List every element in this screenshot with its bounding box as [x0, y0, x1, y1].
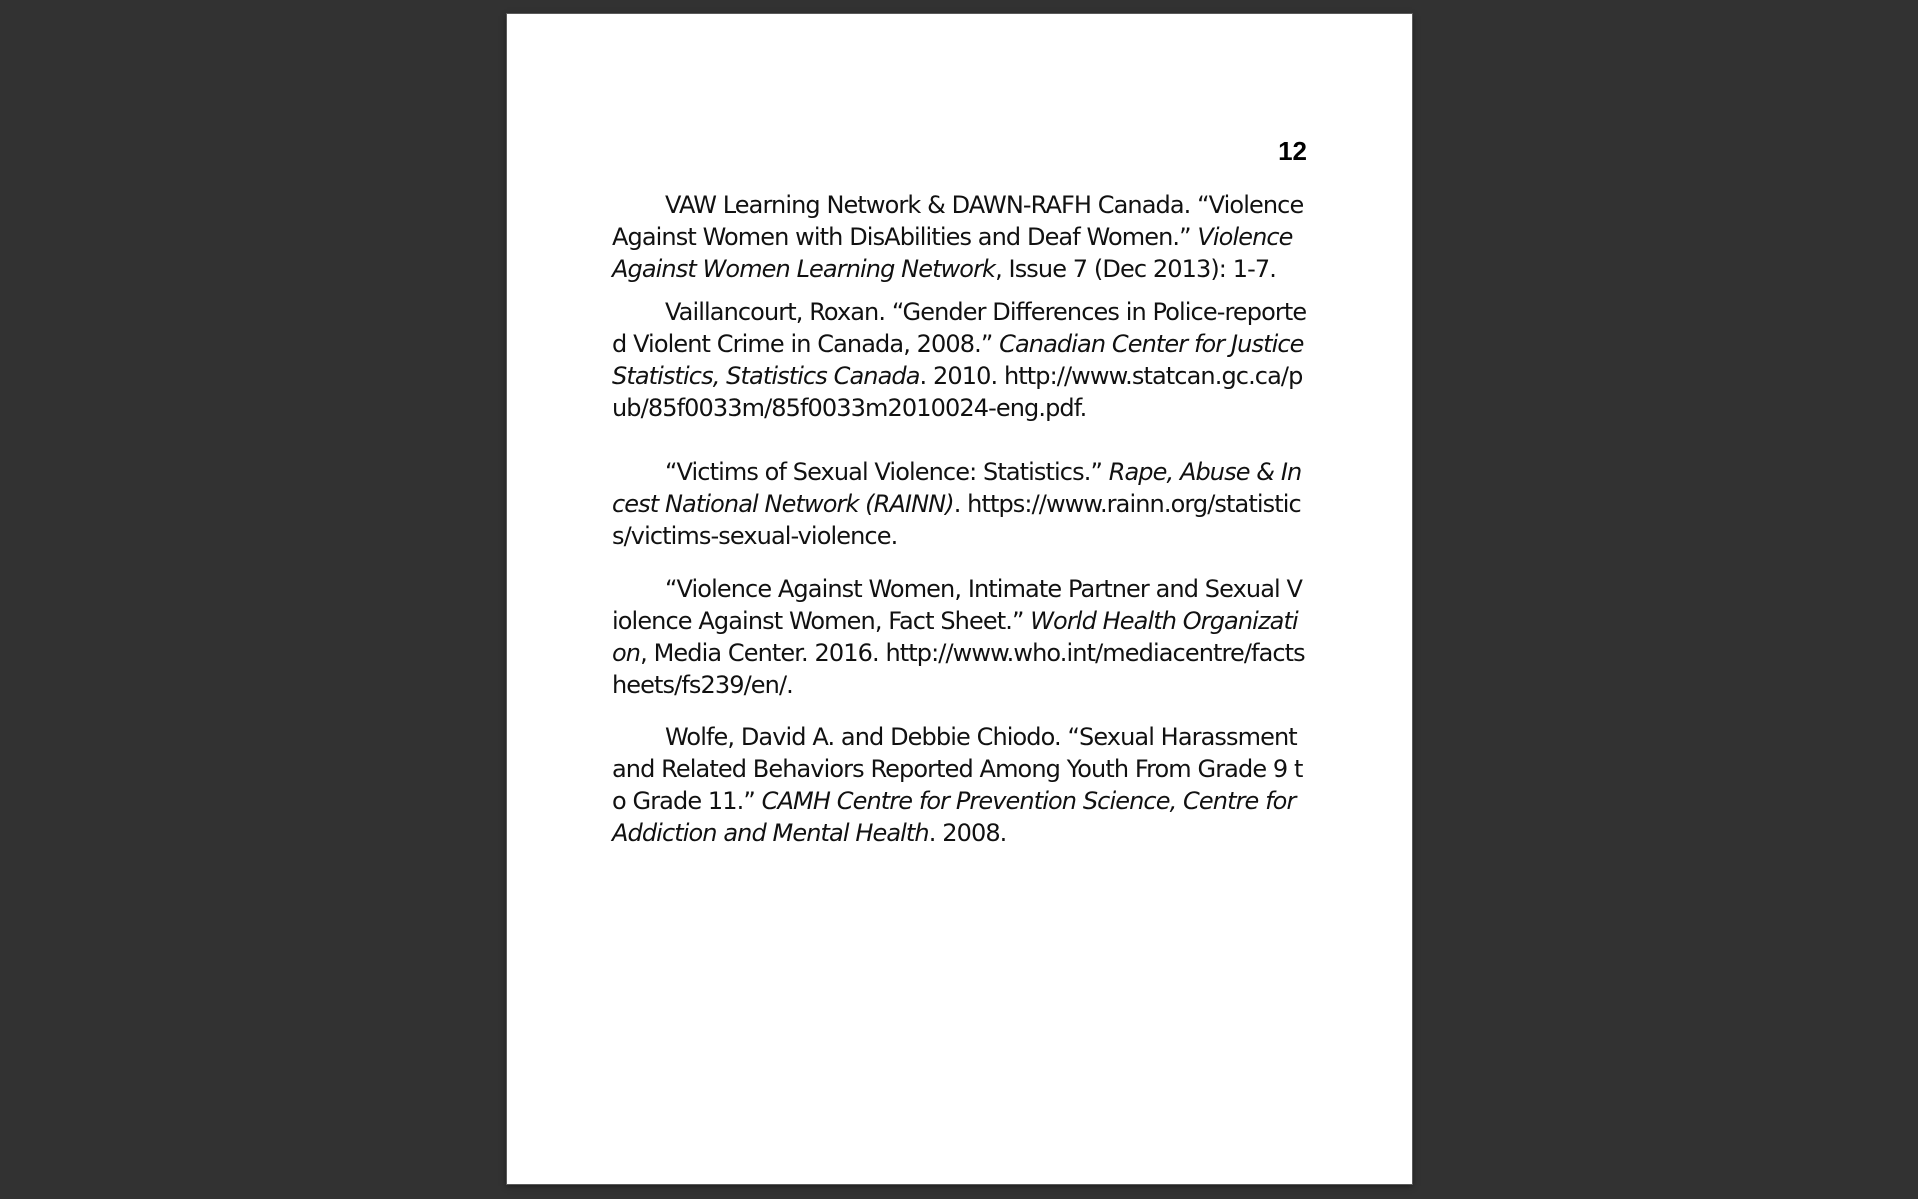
reference-details: . 2008.: [928, 819, 1007, 847]
reference-entry: [612, 189, 1307, 285]
reference-entry: [612, 721, 1307, 849]
document-page: [507, 14, 1412, 1184]
reference-details: , Issue 7 (Dec 2013): 1-7.: [995, 255, 1276, 283]
reference-source: Canadian Center for Justice Statistics, Statistics Canada: [612, 330, 1304, 390]
reference-details: , Media Center. 2016. http://www.who.int/mediacentre/factsheets/fs239/en/.: [612, 639, 1305, 699]
reference-source: Rape, Abuse & Incest National Network (RAINN): [612, 458, 1302, 518]
reference-source: World Health Organization: [612, 607, 1298, 667]
reference-entry: [612, 573, 1307, 701]
reference-text: Wolfe, David A. and Debbie Chiodo. “Sexual Harassment and Related Behaviors Reported Among Youth From Grade 9 to Grade 11.”: [612, 723, 1303, 815]
reference-details: . 2010. http://www.statcan.gc.ca/pub/85f0033m/85f0033m2010024-eng.pdf.: [612, 362, 1303, 422]
reference-details: . https://www.rainn.org/statistics/victims-sexual-violence.: [612, 490, 1301, 550]
reference-entry: [612, 296, 1307, 424]
reference-source: Violence Against Women Learning Network: [612, 223, 1293, 283]
reference-source: CAMH Centre for Prevention Science, Centre for Addiction and Mental Health: [612, 787, 1296, 847]
reference-text: VAW Learning Network & DAWN-RAFH Canada. “Violence Against Women with DisAbilities and Deaf Women.”: [612, 191, 1304, 251]
bibliography: [612, 189, 1307, 849]
reference-text: Vaillancourt, Roxan. “Gender Differences in Police-reported Violent Crime in Canada, 2008.”: [612, 298, 1307, 358]
reference-text: “Violence Against Women, Intimate Partner and Sexual Violence Against Women, Fact Sheet.”: [612, 575, 1303, 635]
page-number: 12: [1278, 136, 1307, 166]
reference-entry: [612, 456, 1307, 552]
reference-text: “Victims of Sexual Violence: Statistics.”: [665, 458, 1109, 486]
